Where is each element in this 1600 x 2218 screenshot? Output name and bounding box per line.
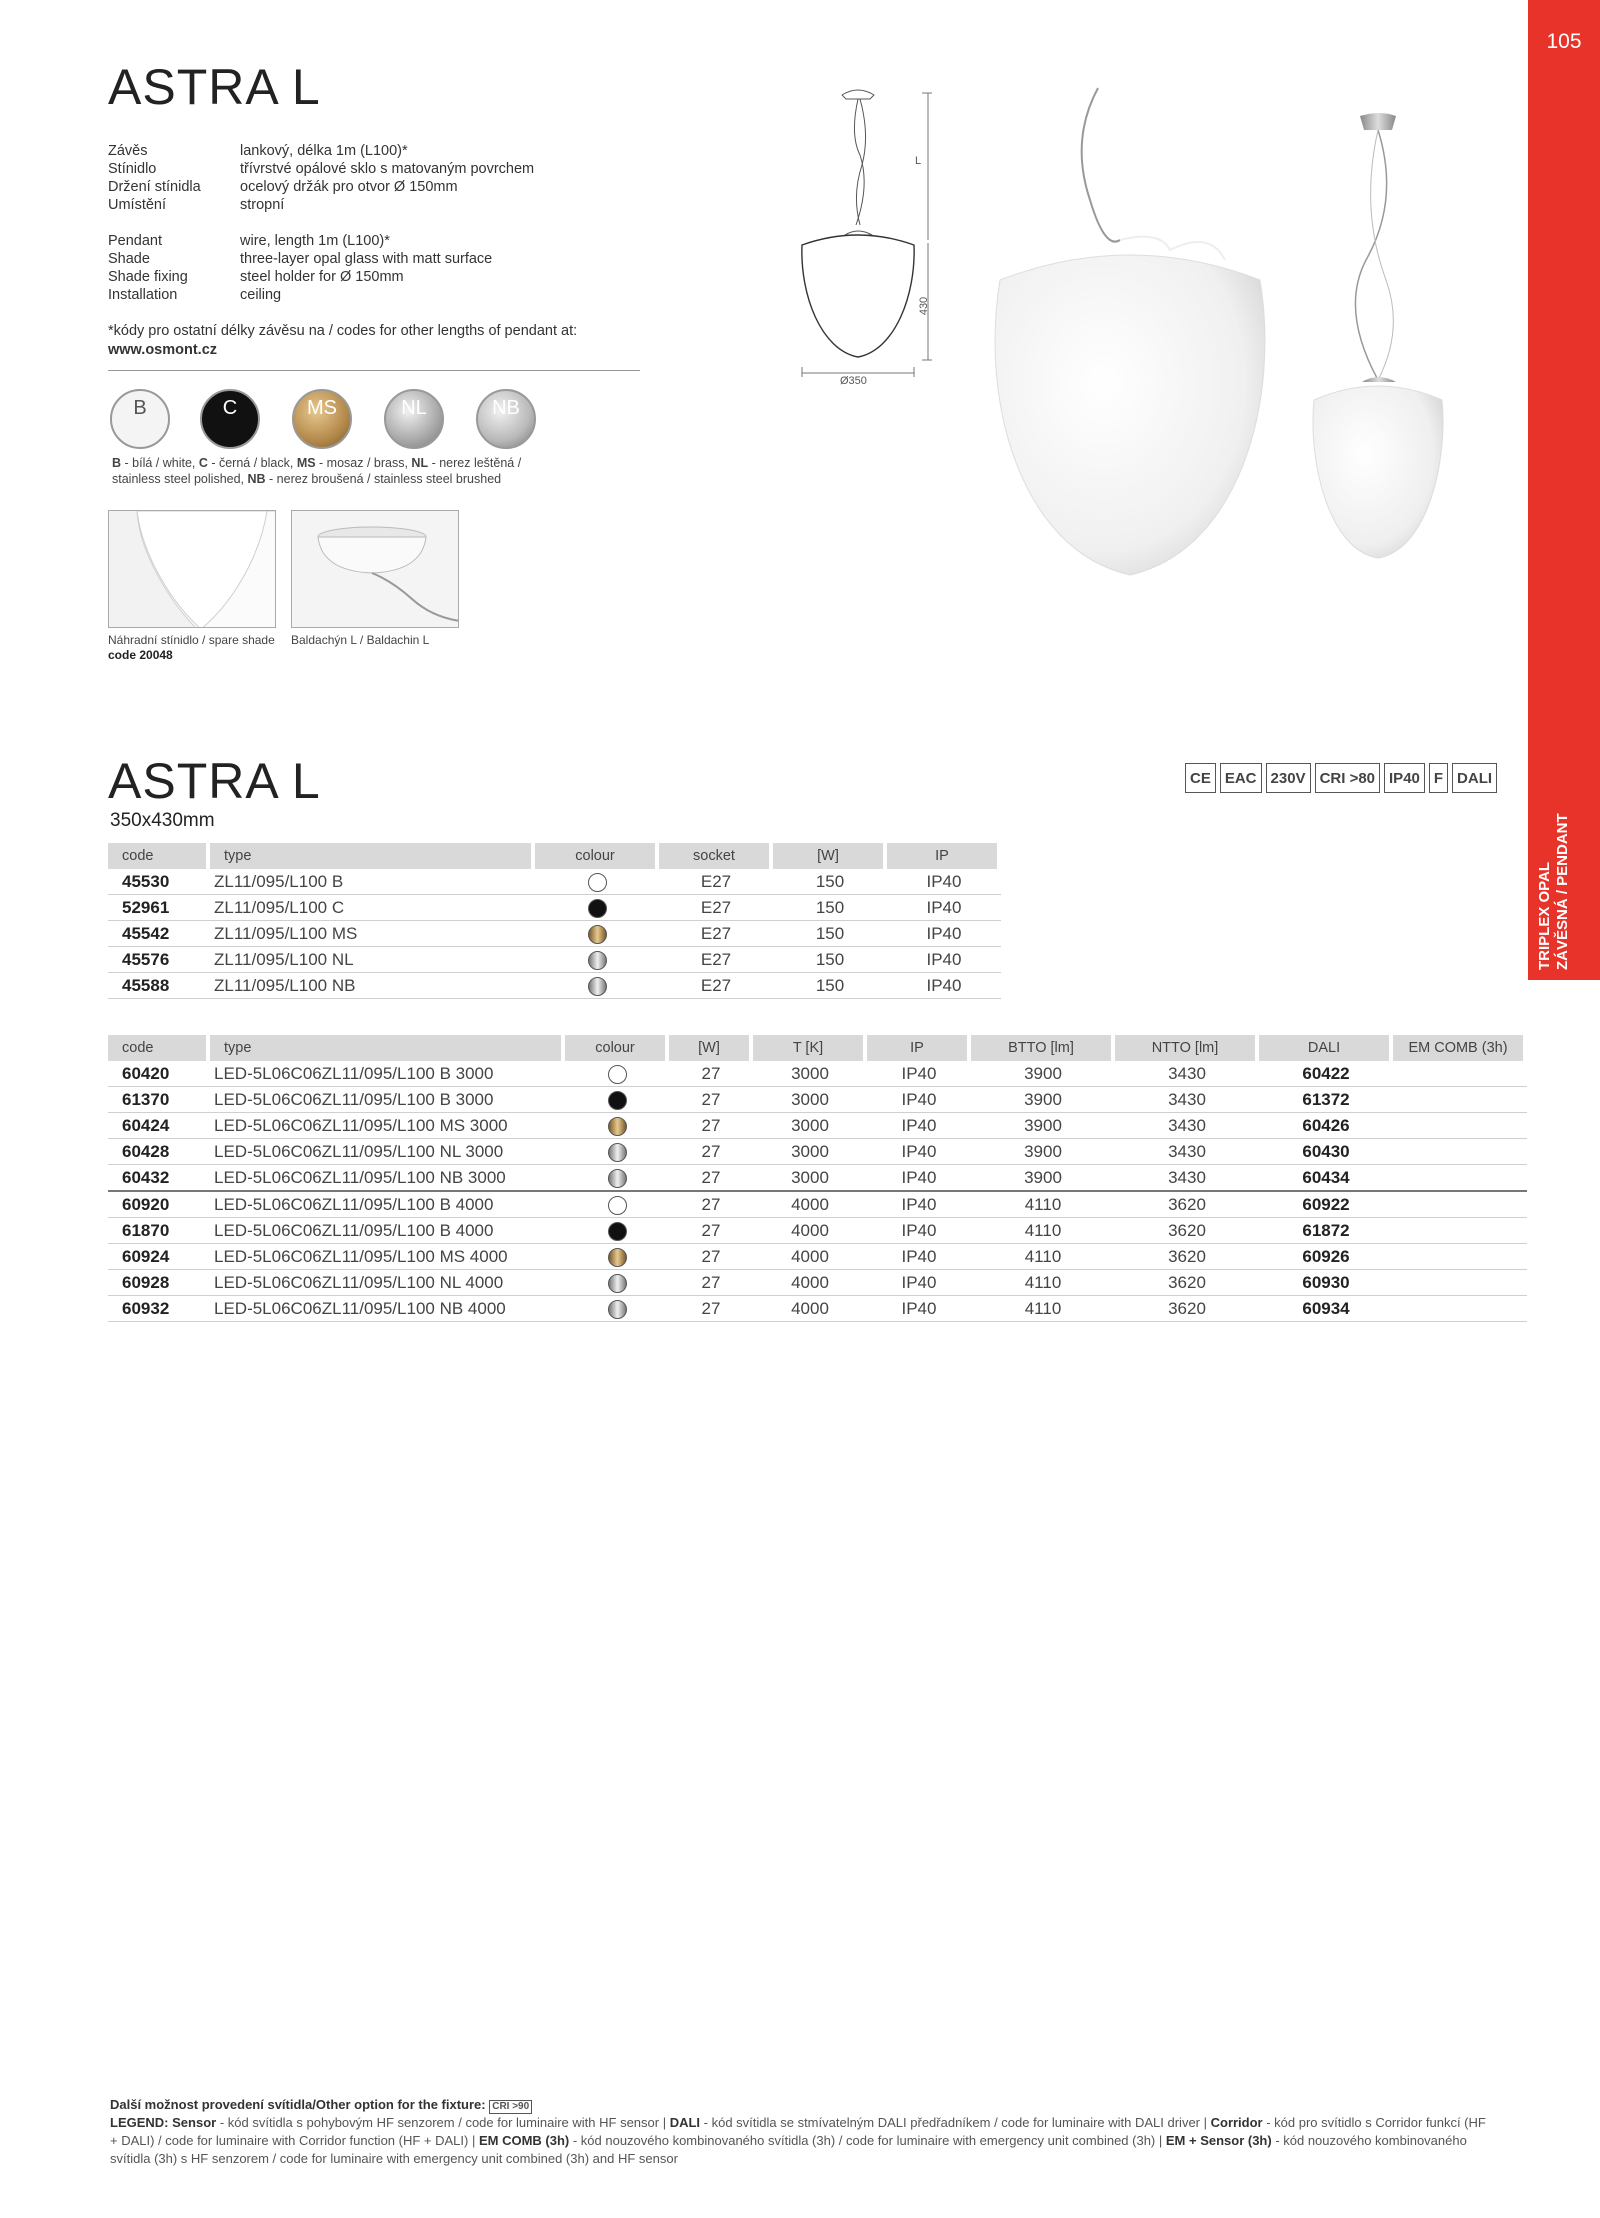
type-cell: LED-5L06C06ZL11/095/L100 NL 3000 xyxy=(210,1139,565,1165)
em-cell xyxy=(1393,1192,1527,1218)
code-cell: 52961 xyxy=(108,895,210,921)
ntto-cell: 3620 xyxy=(1115,1296,1259,1322)
ip-cell: IP40 xyxy=(867,1113,971,1139)
dali-cell: 60930 xyxy=(1259,1270,1393,1296)
height-label: 430 xyxy=(918,296,931,316)
spec-value: stropní xyxy=(240,197,285,213)
column-header: colour xyxy=(535,843,659,869)
website-link[interactable]: www.osmont.cz xyxy=(108,342,218,358)
ip-cell: IP40 xyxy=(867,1165,971,1192)
code-cell: 60424 xyxy=(108,1113,210,1139)
spec-label: Stínidlo xyxy=(108,161,157,177)
colour-cell xyxy=(535,921,659,947)
spec-value: steel holder for Ø 150mm xyxy=(240,269,404,285)
product-title: ASTRA L xyxy=(108,59,321,115)
w-cell: 27 xyxy=(669,1244,753,1270)
type-cell: LED-5L06C06ZL11/095/L100 MS 4000 xyxy=(210,1244,565,1270)
technical-drawing xyxy=(790,85,940,395)
em-cell xyxy=(1393,1139,1527,1165)
type-cell: LED-5L06C06ZL11/095/L100 NB 3000 xyxy=(210,1165,565,1192)
note-text: *kódy pro ostatní délky závěsu na / codes for other lengths of pendant at: xyxy=(108,323,578,339)
side-tab-line1: TRIPLEX OPAL xyxy=(1536,861,1553,970)
w-cell: 150 xyxy=(773,869,887,895)
length-note xyxy=(108,322,577,360)
w-cell: 27 xyxy=(669,1218,753,1244)
ntto-cell: 3430 xyxy=(1115,1113,1259,1139)
dali-cell: 60934 xyxy=(1259,1296,1393,1322)
type-cell: ZL11/095/L100 MS xyxy=(210,921,535,947)
em-cell xyxy=(1393,1087,1527,1113)
w-cell: 27 xyxy=(669,1165,753,1192)
swatch-code: NL xyxy=(401,397,427,419)
divider xyxy=(108,370,640,371)
swatch-code: NB xyxy=(492,397,520,419)
colour-cell xyxy=(565,1087,669,1113)
colour-dot xyxy=(588,951,607,970)
btto-cell: 3900 xyxy=(971,1113,1115,1139)
colour-dot xyxy=(608,1274,627,1293)
colour-dot xyxy=(588,873,607,892)
btto-cell: 3900 xyxy=(971,1087,1115,1113)
colour-cell xyxy=(565,1296,669,1322)
type-cell: LED-5L06C06ZL11/095/L100 MS 3000 xyxy=(210,1113,565,1139)
column-header: colour xyxy=(565,1035,669,1061)
spec-label: Installation xyxy=(108,287,178,303)
column-header: [W] xyxy=(669,1035,753,1061)
w-cell: 27 xyxy=(669,1296,753,1322)
t-cell: 4000 xyxy=(753,1244,867,1270)
colour-dot xyxy=(608,1222,627,1241)
spec-row xyxy=(108,196,534,214)
type-cell: LED-5L06C06ZL11/095/L100 NB 4000 xyxy=(210,1296,565,1322)
spec-label: Shade xyxy=(108,251,150,267)
led-table xyxy=(108,1035,1527,1322)
ip-cell: IP40 xyxy=(867,1139,971,1165)
colour-dot xyxy=(608,1143,627,1162)
table-row xyxy=(108,1061,1527,1087)
socket-cell: E27 xyxy=(659,947,773,973)
spare-shade-caption: Náhradní stínidlo / spare shade code 20048 xyxy=(108,633,275,662)
w-cell: 27 xyxy=(669,1061,753,1087)
code-cell: 60432 xyxy=(108,1165,210,1192)
ntto-cell: 3430 xyxy=(1115,1087,1259,1113)
column-header: BTTO [lm] xyxy=(971,1035,1115,1061)
table-row xyxy=(108,1296,1527,1322)
em-cell xyxy=(1393,1165,1527,1192)
btto-cell: 4110 xyxy=(971,1270,1115,1296)
spec-label: Závěs xyxy=(108,143,148,159)
colour-dot xyxy=(588,899,607,918)
code-cell: 45588 xyxy=(108,973,210,999)
socket-cell: E27 xyxy=(659,973,773,999)
ip-cell: IP40 xyxy=(867,1270,971,1296)
spec-value: three-layer opal glass with matt surface xyxy=(240,251,493,267)
w-cell: 150 xyxy=(773,921,887,947)
spec-label: Držení stínidla xyxy=(108,179,201,195)
code-cell: 45576 xyxy=(108,947,210,973)
colour-dot xyxy=(608,1169,627,1188)
table-row xyxy=(108,973,1001,999)
type-cell: ZL11/095/L100 NB xyxy=(210,973,535,999)
ip-cell: IP40 xyxy=(867,1192,971,1218)
socket-table xyxy=(108,843,1001,999)
code-cell: 60920 xyxy=(108,1192,210,1218)
dali-cell: 60430 xyxy=(1259,1139,1393,1165)
colour-cell xyxy=(565,1192,669,1218)
socket-cell: E27 xyxy=(659,895,773,921)
certification-icons xyxy=(1185,763,1497,793)
t-cell: 4000 xyxy=(753,1296,867,1322)
baldachin-image xyxy=(291,510,459,628)
spec-row xyxy=(108,232,534,250)
cert-icon: CE xyxy=(1185,763,1216,793)
swatch-code: B xyxy=(133,397,147,419)
swatch-c xyxy=(200,389,260,449)
code-cell: 45530 xyxy=(108,869,210,895)
spec-value: lankový, délka 1m (L100)* xyxy=(240,143,408,159)
swatch-b xyxy=(110,389,170,449)
ip-cell: IP40 xyxy=(867,1087,971,1113)
ip-cell: IP40 xyxy=(887,921,1001,947)
table-row xyxy=(108,947,1001,973)
diameter-label: Ø350 xyxy=(840,375,867,387)
table-row xyxy=(108,1270,1527,1296)
t-cell: 3000 xyxy=(753,1061,867,1087)
ip-cell: IP40 xyxy=(887,947,1001,973)
code-cell: 45542 xyxy=(108,921,210,947)
colour-cell xyxy=(565,1061,669,1087)
type-cell: ZL11/095/L100 B xyxy=(210,869,535,895)
table-row xyxy=(108,1218,1527,1244)
w-cell: 27 xyxy=(669,1087,753,1113)
spec-row xyxy=(108,250,534,268)
btto-cell: 3900 xyxy=(971,1061,1115,1087)
em-cell xyxy=(1393,1061,1527,1087)
spare-shade-image xyxy=(108,510,276,628)
type-cell: LED-5L06C06ZL11/095/L100 B 3000 xyxy=(210,1087,565,1113)
column-header: DALI xyxy=(1259,1035,1393,1061)
baldachin-caption: Baldachýn L / Baldachin L xyxy=(291,633,430,647)
w-cell: 27 xyxy=(669,1192,753,1218)
colour-dot xyxy=(608,1196,627,1215)
swatch-ms xyxy=(292,389,352,449)
column-header: T [K] xyxy=(753,1035,867,1061)
swatch-nl xyxy=(384,389,444,449)
colour-cell xyxy=(565,1270,669,1296)
colour-dot xyxy=(608,1065,627,1084)
w-cell: 150 xyxy=(773,947,887,973)
code-cell: 60932 xyxy=(108,1296,210,1322)
ip-cell: IP40 xyxy=(887,895,1001,921)
em-cell xyxy=(1393,1296,1527,1322)
spec-row xyxy=(108,160,534,178)
colour-cell xyxy=(535,895,659,921)
t-cell: 4000 xyxy=(753,1218,867,1244)
table-row xyxy=(108,895,1001,921)
column-header: code xyxy=(108,843,210,869)
spec-value: ocelový držák pro otvor Ø 150mm xyxy=(240,179,458,195)
cert-icon: DALI xyxy=(1452,763,1497,793)
w-cell: 27 xyxy=(669,1139,753,1165)
colour-legend: B - bílá / white, C - černá / black, MS - mosaz / brass, NL - nerez leštěná / stainless steel polished, NB - nerez broušená / stainless steel brushed xyxy=(112,456,522,486)
cert-icon: IP40 xyxy=(1384,763,1425,793)
ntto-cell: 3430 xyxy=(1115,1139,1259,1165)
spec-label: Pendant xyxy=(108,233,163,249)
product-dimensions: 350x430mm xyxy=(110,810,215,831)
ntto-cell: 3620 xyxy=(1115,1218,1259,1244)
table-row xyxy=(108,1192,1527,1218)
dali-cell: 60422 xyxy=(1259,1061,1393,1087)
em-cell xyxy=(1393,1113,1527,1139)
spec-value: ceiling xyxy=(240,287,282,303)
swatch-nb xyxy=(476,389,536,449)
ip-cell: IP40 xyxy=(867,1218,971,1244)
cert-icon: F xyxy=(1429,763,1448,793)
ntto-cell: 3620 xyxy=(1115,1192,1259,1218)
column-header: type xyxy=(210,843,535,869)
colour-dot xyxy=(608,1117,627,1136)
table-row xyxy=(108,1113,1527,1139)
code-cell: 61370 xyxy=(108,1087,210,1113)
column-header: EM COMB (3h) xyxy=(1393,1035,1527,1061)
colour-dot xyxy=(608,1091,627,1110)
cert-icon: CRI >80 xyxy=(1315,763,1380,793)
column-header: type xyxy=(210,1035,565,1061)
colour-dot xyxy=(608,1300,627,1319)
column-header: IP xyxy=(867,1035,971,1061)
t-cell: 4000 xyxy=(753,1192,867,1218)
ntto-cell: 3430 xyxy=(1115,1061,1259,1087)
code-cell: 60420 xyxy=(108,1061,210,1087)
t-cell: 3000 xyxy=(753,1087,867,1113)
table-row xyxy=(108,1087,1527,1113)
colour-cell xyxy=(535,973,659,999)
product-photo-small xyxy=(1300,110,1460,570)
t-cell: 3000 xyxy=(753,1113,867,1139)
type-cell: ZL11/095/L100 C xyxy=(210,895,535,921)
t-cell: 3000 xyxy=(753,1165,867,1192)
cert-icon: EAC xyxy=(1220,763,1262,793)
t-cell: 3000 xyxy=(753,1139,867,1165)
btto-cell: 3900 xyxy=(971,1139,1115,1165)
side-tab-line2: ZÁVĚSNÁ / PENDANT xyxy=(1554,813,1571,970)
column-header: socket xyxy=(659,843,773,869)
footer-legend: Další možnost provedení svítidla/Other option for the fixture: CRI >90 LEGEND: Sensor - kód svítidla s pohybovým HF senzorem / code for luminaire with HF sensor | DALI - kód svítidla se stmívatelným DALI předřadníkem / code for luminaire with DALI driver | Corridor - kód pro svítidlo s Corridor funkcí (HF + DALI) / code for luminaire with Corridor function (HF + DALI) | EM COMB (3h) - kód nouzového kombinovaného svítidla (3h) / code for luminaire with emergency unit combined (3h) | EM + Sensor (3h) - kód nouzového kombinovaného svítidla (3h) s HF senzorem / code for luminaire with emergency unit combined (3h) and HF sensor xyxy=(110,2097,1486,2166)
colour-cell xyxy=(565,1165,669,1192)
em-cell xyxy=(1393,1218,1527,1244)
colour-dot xyxy=(588,977,607,996)
table-row xyxy=(108,921,1001,947)
dali-cell: 60926 xyxy=(1259,1244,1393,1270)
table-row xyxy=(108,1244,1527,1270)
btto-cell: 4110 xyxy=(971,1218,1115,1244)
table-row xyxy=(108,869,1001,895)
type-cell: ZL11/095/L100 NL xyxy=(210,947,535,973)
btto-cell: 4110 xyxy=(971,1244,1115,1270)
colour-cell xyxy=(535,947,659,973)
cert-icon: 230V xyxy=(1266,763,1311,793)
ntto-cell: 3620 xyxy=(1115,1244,1259,1270)
code-cell: 60928 xyxy=(108,1270,210,1296)
column-header: code xyxy=(108,1035,210,1061)
colour-cell xyxy=(565,1113,669,1139)
colour-cell xyxy=(535,869,659,895)
w-cell: 27 xyxy=(669,1270,753,1296)
colour-cell xyxy=(565,1218,669,1244)
colour-cell xyxy=(565,1139,669,1165)
w-cell: 150 xyxy=(773,895,887,921)
table-row xyxy=(108,1165,1527,1192)
code-cell: 60924 xyxy=(108,1244,210,1270)
spec-row xyxy=(108,142,534,160)
code-cell: 60428 xyxy=(108,1139,210,1165)
w-cell: 27 xyxy=(669,1113,753,1139)
column-header: [W] xyxy=(773,843,887,869)
spec-value: wire, length 1m (L100)* xyxy=(240,233,390,249)
ip-cell: IP40 xyxy=(887,869,1001,895)
column-header: NTTO [lm] xyxy=(1115,1035,1259,1061)
btto-cell: 4110 xyxy=(971,1192,1115,1218)
type-cell: LED-5L06C06ZL11/095/L100 B 4000 xyxy=(210,1218,565,1244)
section-title: ASTRA L xyxy=(108,753,321,809)
dali-cell: 60434 xyxy=(1259,1165,1393,1192)
btto-cell: 3900 xyxy=(971,1165,1115,1192)
column-header: IP xyxy=(887,843,1001,869)
spec-value: třívrstvé opálové sklo s matovaným povrchem xyxy=(240,161,535,177)
cri-badge: CRI >90 xyxy=(489,2100,532,2114)
t-cell: 4000 xyxy=(753,1270,867,1296)
table-row xyxy=(108,1139,1527,1165)
w-cell: 150 xyxy=(773,973,887,999)
spec-label: Umístění xyxy=(108,197,167,213)
swatch-code: MS xyxy=(307,397,337,419)
ntto-cell: 3430 xyxy=(1115,1165,1259,1192)
length-label: L xyxy=(915,155,922,167)
swatch-code: C xyxy=(222,397,238,419)
spec-row xyxy=(108,286,534,304)
dali-cell: 61372 xyxy=(1259,1087,1393,1113)
dali-cell: 60922 xyxy=(1259,1192,1393,1218)
type-cell: LED-5L06C06ZL11/095/L100 B 3000 xyxy=(210,1061,565,1087)
ntto-cell: 3620 xyxy=(1115,1270,1259,1296)
socket-cell: E27 xyxy=(659,921,773,947)
colour-cell xyxy=(565,1244,669,1270)
ip-cell: IP40 xyxy=(867,1061,971,1087)
spec-list xyxy=(108,142,534,304)
spec-label: Shade fixing xyxy=(108,269,188,285)
btto-cell: 4110 xyxy=(971,1296,1115,1322)
spec-row xyxy=(108,268,534,286)
colour-dot xyxy=(588,925,607,944)
colour-dot xyxy=(608,1248,627,1267)
code-cell: 61870 xyxy=(108,1218,210,1244)
type-cell: LED-5L06C06ZL11/095/L100 NL 4000 xyxy=(210,1270,565,1296)
em-cell xyxy=(1393,1270,1527,1296)
spec-row xyxy=(108,178,534,196)
ip-cell: IP40 xyxy=(867,1244,971,1270)
page-number: 105 xyxy=(1546,30,1582,53)
socket-cell: E27 xyxy=(659,869,773,895)
type-cell: LED-5L06C06ZL11/095/L100 B 4000 xyxy=(210,1192,565,1218)
dali-cell: 61872 xyxy=(1259,1218,1393,1244)
dali-cell: 60426 xyxy=(1259,1113,1393,1139)
ip-cell: IP40 xyxy=(867,1296,971,1322)
ip-cell: IP40 xyxy=(887,973,1001,999)
em-cell xyxy=(1393,1244,1527,1270)
side-tab-label xyxy=(1536,770,1592,970)
